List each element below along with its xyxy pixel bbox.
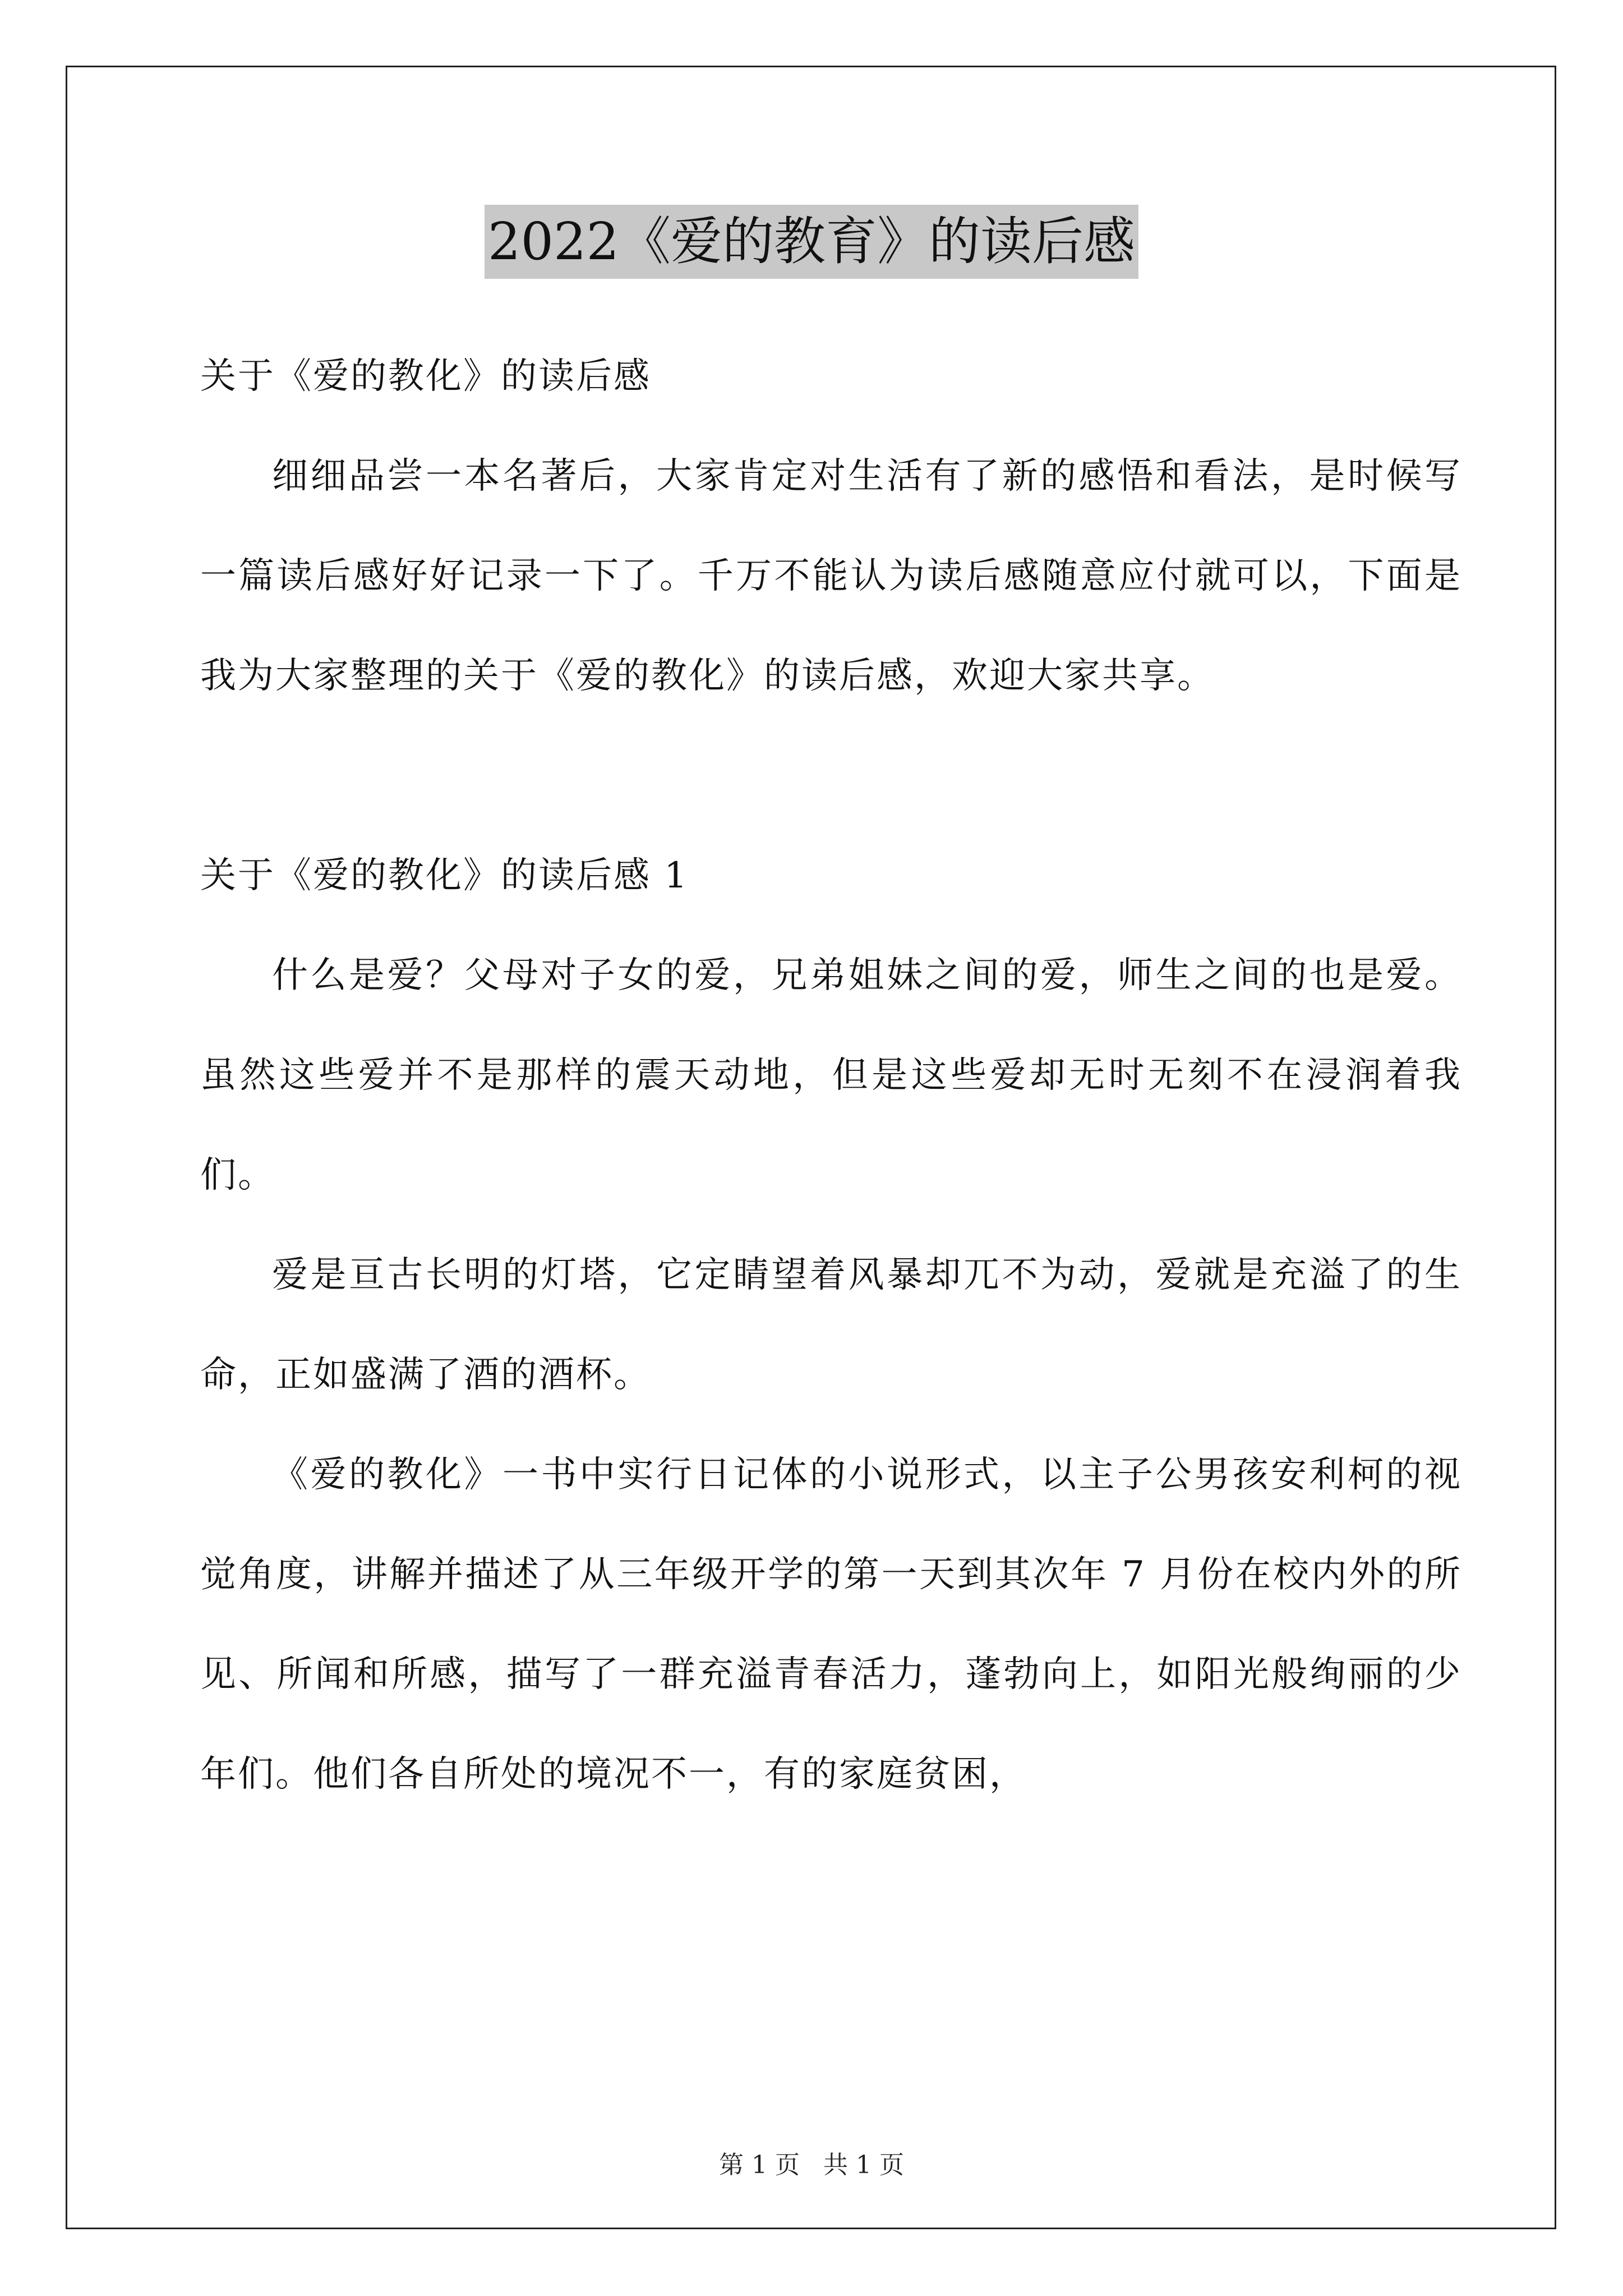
page-number: 第 1 页 — [719, 2151, 800, 2179]
page-footer — [0, 2148, 1623, 2182]
body-paragraph-1: 什么是爱？父母对子女的爱，兄弟姐妹之间的爱，师生之间的也是爱。虽然这些爱并不是那样的震天动地，但是这些爱却无时无刻不在浸润着我们。 — [200, 955, 1462, 1196]
intro-heading: 关于《爱的教化》的读后感 — [200, 356, 651, 397]
title-wrap — [0, 205, 1623, 279]
section-spacer — [200, 726, 1462, 826]
intro-paragraph: 细细品尝一本名著后，大家肯定对生活有了新的感悟和看法，是时候写一篇读后感好好记录一下了。千万不能认为读后感随意应付就可以，下面是我为大家整理的关于《爱的教化》的读后感，欢迎大家共享。 — [200, 455, 1462, 697]
section-heading: 关于《爱的教化》的读后感 1 — [200, 855, 689, 896]
body-paragraph-2: 爱是亘古长明的灯塔，它定睛望着风暴却兀不为动，爱就是充溢了的生命，正如盛满了酒的酒杯。 — [200, 1254, 1462, 1396]
document-body — [200, 326, 1462, 1824]
body-paragraph-3: 《爱的教化》一书中实行日记体的小说形式，以主子公男孩安利柯的视觉角度，讲解并描述了从三年级开学的第一天到其次年 7 月份在校内外的所见、所闻和所感，描写了一群充溢青春活力，蓬勃向上，如阳光般绚丽的少年们。他们各自所处的境况不一，有的家庭贫困， — [200, 1454, 1462, 1795]
document-title: 2022《爱的教育》的读后感 — [485, 205, 1138, 279]
page-total: 共 1 页 — [823, 2151, 904, 2179]
